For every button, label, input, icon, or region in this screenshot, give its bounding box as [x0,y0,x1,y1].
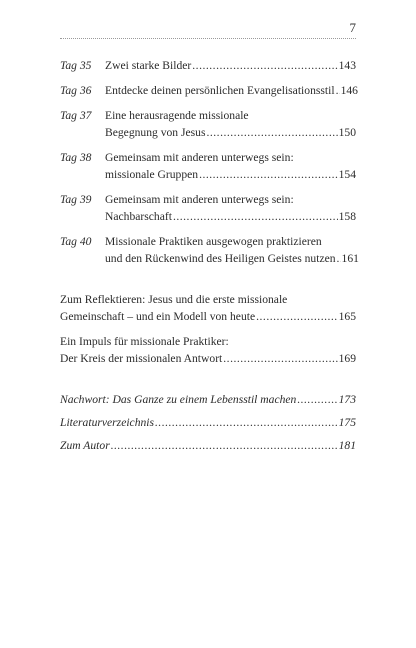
entry-title-line-1: Gemeinsam mit anderen unterwegs sein: [105,151,294,164]
leader-dots [206,124,337,141]
toc-entry-tag-39[interactable] [60,191,356,225]
table-of-contents [60,57,359,454]
entry-title-line-1: Eine herausragende missionale [105,109,249,122]
page-ref: 161 [341,252,359,265]
toc-entry-tag-38[interactable] [60,149,356,183]
header-rule [60,38,356,39]
leader-dots [297,391,337,408]
page-number: 7 [349,20,356,35]
leader-dots [223,350,337,367]
page-ref: 181 [338,439,356,452]
page-ref: 165 [338,310,356,323]
leader-dots [336,82,340,99]
leader-dots [155,414,338,431]
page-ref: 169 [338,352,356,365]
day-label: Tag 35 [60,59,92,72]
toc-entry-zum-autor[interactable] [60,437,356,454]
entry-title-line-1: Gemeinsam mit anderen unterwegs sein: [105,193,294,206]
leader-dots [111,437,338,454]
page-ref: 146 [340,84,358,97]
entry-title-line-2: Nachbarschaft [105,210,172,223]
day-label: Tag 36 [60,84,92,97]
page-ref: 158 [338,210,356,223]
page-ref: 175 [338,416,356,429]
toc-entry-nachwort[interactable] [60,391,356,408]
toc-entry-tag-40[interactable] [60,233,359,267]
toc-entry-tag-35[interactable] [60,57,356,74]
page-ref: 173 [338,393,356,406]
leader-dots [173,208,338,225]
entry-title: Nachwort: Das Ganze zu einem Lebensstil machen [60,393,297,406]
toc-entry-tag-36[interactable] [60,82,356,99]
entry-title-line-2: Begegnung von Jesus [105,126,206,139]
leader-dots [337,250,341,267]
toc-entry-reflektieren[interactable] [60,291,356,325]
entry-title-line-1: Ein Impuls für missionale Praktiker: [60,335,229,348]
entry-title: Zum Autor [60,439,110,452]
leader-dots [192,57,337,74]
entry-title-line-2: und den Rückenwind des Heiligen Geistes nutzen [105,252,336,265]
day-label: Tag 38 [60,151,92,164]
page-ref: 143 [338,59,356,72]
entry-title: Literaturverzeichnis [60,416,155,429]
day-label: Tag 37 [60,109,92,122]
entry-title: Zwei starke Bilder [105,59,192,72]
leader-dots [256,308,337,325]
entry-title: Entdecke deinen persönlichen Evangelisationsstil [105,84,335,97]
entry-title-line-2: Gemeinschaft – und ein Modell von heute [60,310,256,323]
entry-title-line-1: Zum Reflektieren: Jesus und die erste missionale [60,293,288,306]
leader-dots [199,166,338,183]
day-label: Tag 40 [60,235,92,248]
page-ref: 154 [338,168,356,181]
toc-entry-literaturverzeichnis[interactable] [60,414,356,431]
toc-entry-tag-37[interactable] [60,107,356,141]
toc-entry-impuls[interactable] [60,333,356,367]
entry-title-line-2: Der Kreis der missionalen Antwort [60,352,223,365]
page-ref: 150 [338,126,356,139]
entry-title-line-2: missionale Gruppen [105,168,199,181]
day-label: Tag 39 [60,193,92,206]
entry-title-line-1: Missionale Praktiken ausgewogen praktizieren [105,235,322,248]
